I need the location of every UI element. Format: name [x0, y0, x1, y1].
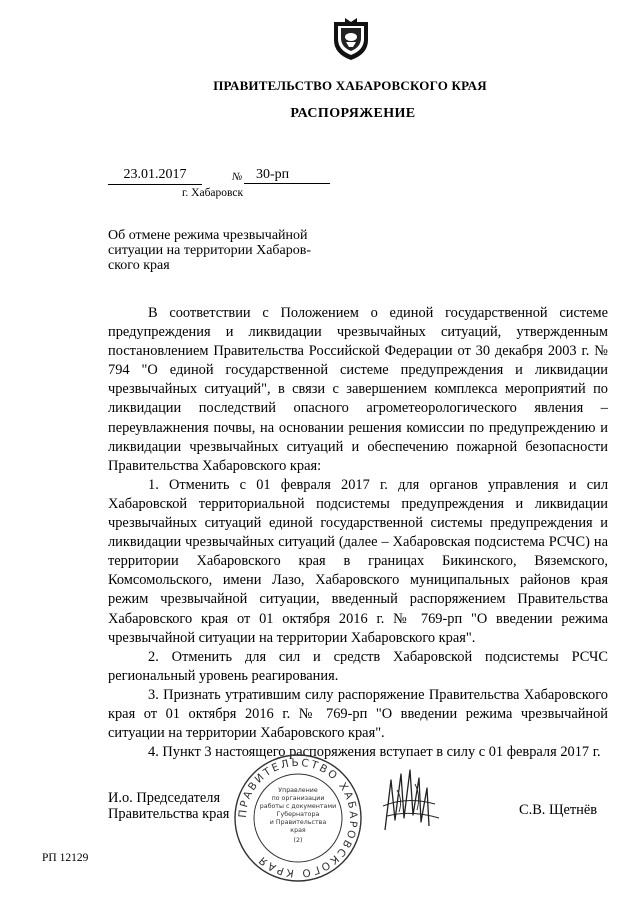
handwritten-signature	[377, 760, 447, 838]
subject-line: ситуации на территории Хабаров-	[108, 243, 312, 258]
number-sign: №	[232, 171, 243, 183]
stamp-text: Губернатора	[276, 811, 320, 818]
document-city: г. Хабаровск	[182, 187, 244, 199]
document-number: 30-рп	[244, 167, 330, 184]
stamp-ring-text: ПРАВИТЕЛЬСТВО ХАБАРОВСКОГО КРАЯ	[236, 756, 360, 880]
position-line: Правительства края	[108, 806, 230, 822]
document-body	[108, 304, 608, 762]
signatory-name: С.В. Щетнёв	[519, 802, 598, 818]
coat-of-arms-emblem	[331, 18, 371, 62]
stamp-text: по организации	[271, 795, 325, 802]
body-paragraph: 2. Отменить для сил и средств Хабаровской подсистемы РСЧС региональный уровень реагирования.	[108, 648, 608, 684]
stamp-text: работы с документами	[259, 803, 337, 810]
body-paragraph: 1. Отменить с 01 февраля 2017 г. для органов управления и сил Хабаровской территориальной подсистемы предупреждения и ликвидации чрезвычайных ситуаций единой государственной системы предупреждения и ликвидации чрезвычайных ситуаций (далее – Хабаровская подсистема РСЧС) на территории Хабаровского края в границах Бикинского, Вяземского, Комсомольского, имени Лазо, Хабаровского муниципальных районов края режим чрезвычайной ситуации, введенный распоряжением Правительства Хабаровского края от 01 октября 2016 г. № 769-рп "О введении режима чрезвычайной ситуации на территории Хабаровского края".	[108, 476, 608, 646]
footer-code: РП 12129	[42, 852, 89, 864]
stamp-text: и Правительства	[269, 819, 327, 826]
body-paragraph: 3. Признать утратившим силу распоряжение Правительства Хабаровского края от 01 октября 2016 г. № 769-рп "О введении режима чрезвычайной ситуации на территории Хабаровского края".	[108, 686, 608, 742]
signatory-position	[108, 790, 229, 822]
document-subject	[108, 228, 348, 273]
document-date: 23.01.2017	[108, 167, 202, 185]
subject-line: ского края	[108, 258, 170, 273]
svg-text:ПРАВИТЕЛЬСТВО ХАБАРОВСКОГО КРА	[237, 757, 359, 879]
position-line: И.о. Председателя	[108, 790, 221, 806]
stamp-text: (2)	[293, 837, 303, 844]
body-paragraph: 4. Пункт 3 настоящего распоряжения вступает в силу с 01 февраля 2017 г.	[148, 744, 601, 761]
body-paragraph: В соответствии с Положением о единой государственной системе предупреждения и ликвидации чрезвычайных ситуаций, утвержденным постановлением Правительства Российской Федерации от 30 декабря 2003 г. № 794 "О единой государственной системе предупреждения и ликвидации чрезвычайных ситуаций", в связи с завершением комплекса мероприятий по ликвидации последствий опасного агрометеорологического явления – переувлажнения почвы, на основании решения комиссии по предупреждению и ликвидации чрезвычайных ситуаций и обеспечению пожарной безопасности Правительства Хабаровского края:	[108, 305, 608, 474]
stamp-text: Управление	[278, 787, 318, 794]
stamp-text: края	[290, 827, 306, 834]
government-title: ПРАВИТЕЛЬСТВО ХАБАРОВСКОГО КРАЯ	[213, 78, 487, 93]
official-stamp	[232, 752, 364, 884]
subject-line: Об отмене режима чрезвычайной	[108, 228, 308, 243]
document-type: РАСПОРЯЖЕНИЕ	[290, 106, 416, 121]
